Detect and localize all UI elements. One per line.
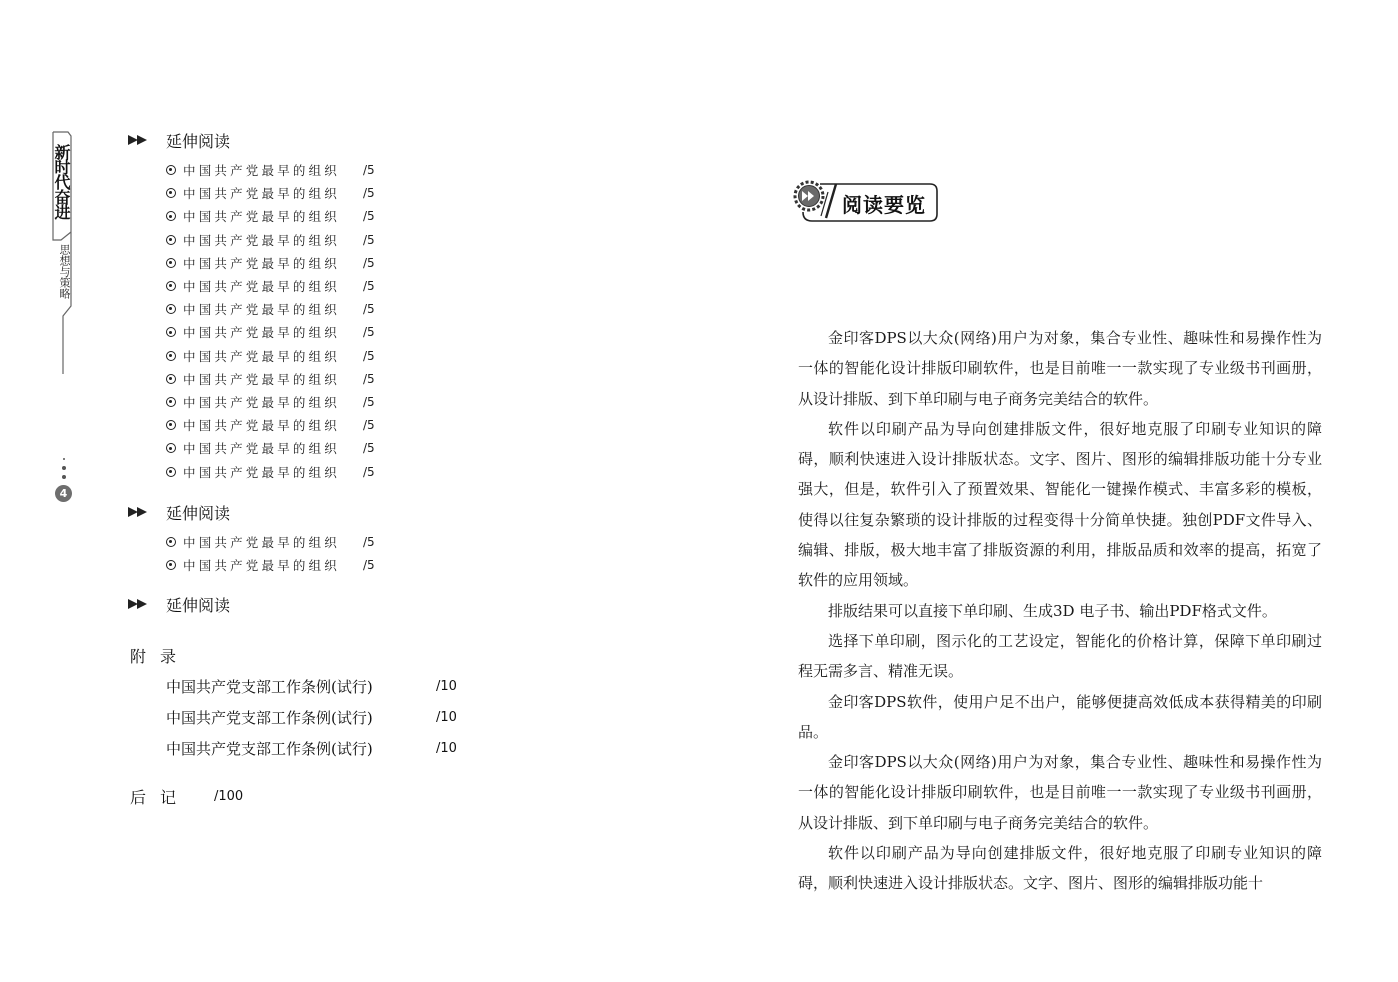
toc-item-title: 中国共产党最早的组织	[183, 325, 341, 341]
toc-item[interactable]	[166, 206, 375, 226]
toc-item-title: 中国共产党最早的组织	[183, 186, 341, 202]
appendix-item[interactable]	[166, 675, 457, 697]
toc-item[interactable]	[166, 183, 375, 203]
toc-item-title: 中国共产党最早的组织	[183, 395, 341, 410]
circle-bullet-icon	[166, 235, 176, 245]
toc-item-page: /5	[363, 302, 375, 317]
body-paragraph: 软件以印刷产品为导向创建排版文件，很好地克服了印刷专业知识的障碍，顺利快速进入设计排版状态。文字、图片、图形的编辑排版功能十分专业强大，但是，软件引入了预置效果、智能化一键操作模式、丰富多彩的模板，使得以往复杂繁琐的设计排版的过程变得十分简单快捷。独创PDF文件导入、编辑、排版，极大地丰富了排版资源的利用，排版品质和效率的提高，拓宽了软件的应用领域。	[798, 419, 1322, 590]
toc-item-title: 中国共产党最早的组织	[183, 558, 341, 573]
body-paragraph: 软件以印刷产品为导向创建排版文件，很好地克服了印刷专业知识的障碍，顺利快速进入设计排版状态。文字、图片、图形的编辑排版功能十	[798, 844, 1322, 893]
appendix-item-page: /10	[436, 678, 457, 694]
toc-item-page: /5	[363, 395, 375, 409]
toc-item-page: /5	[363, 279, 375, 293]
appendix-item[interactable]	[166, 706, 457, 728]
toc-item[interactable]	[166, 369, 375, 389]
circle-bullet-icon	[166, 560, 176, 570]
toc-item-page: /5	[363, 535, 375, 549]
body-paragraph: 金印客DPS以大众(网络)用户为对象，集合专业性、趣味性和易操作性为一体的智能化设计排版印刷软件，也是目前唯一一款实现了专业级书刊画册，从设计排版、到下单印刷与电子商务完美结合的软件。	[798, 329, 1322, 408]
appendix-item[interactable]	[166, 737, 457, 759]
toc-item-title: 中国共产党最早的组织	[183, 232, 341, 248]
toc-item-title: 中国共产党最早的组织	[183, 418, 341, 434]
circle-bullet-icon	[166, 443, 176, 453]
toc-item[interactable]	[166, 462, 375, 482]
toc-item[interactable]	[166, 392, 375, 412]
toc-item[interactable]	[166, 276, 375, 296]
afterword-entry[interactable]	[130, 785, 243, 807]
appendix-item-title: 中国共产党支部工作条例(试行)	[166, 677, 373, 696]
toc-item-page: /5	[363, 163, 375, 177]
toc-item[interactable]	[166, 415, 375, 435]
side-tab-subtitle: 思想与策略	[58, 244, 71, 299]
toc-item[interactable]	[166, 555, 375, 575]
toc-item[interactable]	[166, 532, 375, 552]
toc-item-title: 中国共产党最早的组织	[183, 255, 341, 271]
appendix-item-page: /10	[436, 740, 457, 756]
toc-item-title: 中国共产党最早的组织	[183, 209, 341, 225]
body-paragraph: 金印客DPS以大众(网络)用户为对象，集合专业性、趣味性和易操作性为一体的智能化设计排版印刷软件，也是目前唯一一款实现了专业级书刊画册，从设计排版、到下单印刷与电子商务完美结合的软件。	[798, 753, 1322, 832]
body-paragraph: 排版结果可以直接下单印刷、生成3D 电子书、输出PDF格式文件。	[828, 601, 1277, 620]
circle-bullet-icon	[166, 165, 176, 175]
toc-item-title: 中国共产党最早的组织	[183, 464, 341, 480]
toc-item-title: 中国共产党最早的组织	[183, 279, 341, 294]
toc-item-page: /5	[363, 325, 375, 340]
afterword-page: /100	[214, 788, 244, 804]
toc-item[interactable]	[166, 230, 375, 250]
appendix-heading	[130, 644, 190, 666]
toc-item-page: /5	[363, 371, 375, 386]
toc-item-title: 中国共产党最早的组织	[183, 371, 341, 387]
appendix-item-page: /10	[436, 709, 457, 725]
toc-item[interactable]	[166, 160, 375, 180]
double-arrow-icon	[128, 598, 150, 610]
reading-overview-banner	[790, 176, 942, 230]
toc-item-page: /5	[363, 441, 375, 456]
page-number-badge: 4	[55, 485, 72, 502]
section-heading-label: 延伸阅读	[166, 503, 231, 523]
toc-item-page: /5	[363, 186, 375, 201]
circle-bullet-icon	[166, 420, 176, 430]
afterword-label: 后记	[130, 787, 191, 807]
body-paragraph: 金印客DPS软件，使用户足不出户，能够便捷高效低成本获得精美的印刷品。	[798, 692, 1322, 741]
circle-bullet-icon	[166, 327, 176, 337]
appendix-item-title: 中国共产党支部工作条例(试行)	[166, 708, 373, 727]
banner-title: 阅读要览	[842, 193, 926, 217]
side-tab	[50, 128, 76, 378]
circle-bullet-icon	[166, 188, 176, 198]
toc-item-page: /5	[363, 255, 375, 270]
toc-item-title: 中国共产党最早的组织	[183, 441, 341, 457]
toc-item-page: /5	[363, 232, 375, 247]
toc-item-page: /5	[363, 418, 375, 433]
toc-item-title: 中国共产党最早的组织	[183, 348, 341, 364]
circle-bullet-icon	[166, 374, 176, 384]
circle-bullet-icon	[166, 258, 176, 268]
toc-item[interactable]	[166, 346, 375, 366]
circle-bullet-icon	[166, 304, 176, 314]
toc-item-page: /5	[363, 558, 375, 572]
circle-bullet-icon	[166, 397, 176, 407]
side-tab-title: 新时代奋进	[52, 144, 71, 219]
toc-item-title: 中国共产党最早的组织	[183, 535, 341, 550]
section-heading	[128, 501, 230, 523]
toc-item[interactable]	[166, 253, 375, 273]
section-heading	[128, 129, 230, 151]
body-paragraph: 选择下单印刷，图示化的工艺设定，智能化的价格计算，保障下单印刷过程无需多言、精准无误。	[798, 631, 1322, 681]
toc-item[interactable]	[166, 438, 375, 458]
appendix-item-title: 中国共产党支部工作条例(试行)	[166, 739, 373, 758]
double-arrow-icon	[128, 506, 150, 518]
section-heading	[128, 593, 230, 615]
circle-bullet-icon	[166, 351, 176, 361]
toc-item-page: /5	[363, 464, 375, 479]
toc-item-page: /5	[363, 348, 375, 363]
toc-item-title: 中国共产党最早的组织	[183, 302, 341, 318]
double-arrow-icon	[128, 134, 150, 146]
toc-item-page: /5	[363, 209, 375, 224]
circle-bullet-icon	[166, 281, 176, 291]
circle-bullet-icon	[166, 211, 176, 221]
section-heading-label: 延伸阅读	[166, 595, 231, 615]
section-heading-label: 延伸阅读	[166, 131, 231, 151]
toc-item-title: 中国共产党最早的组织	[183, 163, 341, 178]
circle-bullet-icon	[166, 537, 176, 547]
appendix-label: 附录	[130, 646, 191, 666]
toc-item[interactable]	[166, 322, 375, 342]
body-text	[798, 323, 1322, 899]
circle-bullet-icon	[166, 467, 176, 477]
toc-item[interactable]	[166, 299, 375, 319]
